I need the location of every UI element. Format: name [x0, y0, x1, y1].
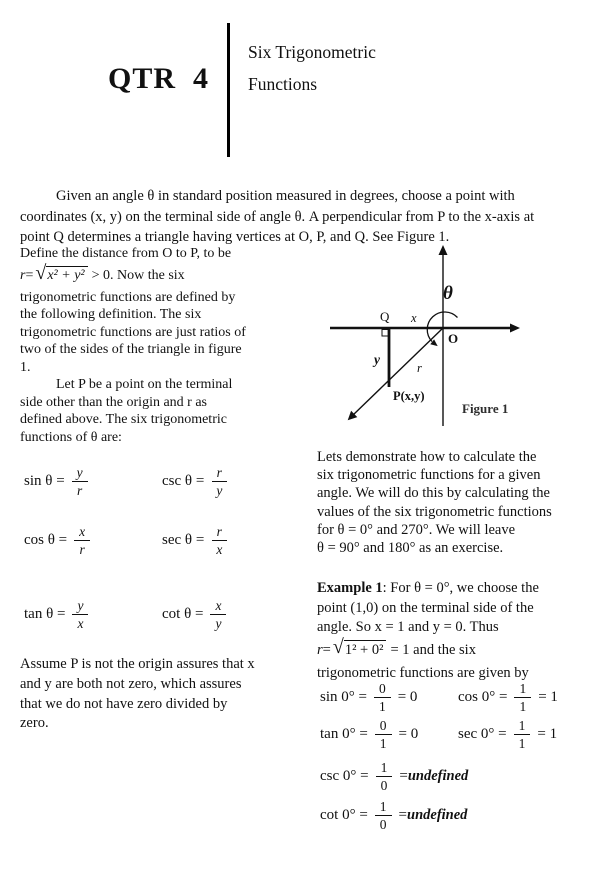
body-line: side other than the origin and r as [20, 394, 208, 410]
assume-paragraph [20, 655, 320, 734]
numerator: r [212, 524, 227, 541]
fraction [375, 718, 392, 751]
y-segment-label: y [374, 352, 380, 367]
fraction [211, 465, 227, 498]
equation-result: = [398, 807, 408, 824]
body-line [317, 579, 591, 599]
math-variable-r: r [20, 267, 26, 283]
eval-row-1 [320, 681, 596, 714]
header-divider [227, 23, 230, 157]
define-distance-line: Define the distance from O to P, to be [20, 246, 232, 261]
equation-result: = 0 [398, 726, 419, 743]
body-line: 1. [20, 359, 31, 375]
body-line: θ = 90° and 180° as an exercise. [317, 540, 504, 557]
equation-lhs: sin θ = [24, 473, 65, 490]
denominator: y [216, 483, 223, 499]
eval-row-2 [320, 718, 596, 751]
equation-result: = 1 [538, 689, 558, 706]
equation-lhs: tan 0° = [320, 726, 368, 743]
eval-row-3 [320, 760, 468, 793]
body-line: Lets demonstrate how to calculate the [317, 449, 537, 465]
denominator: r [77, 483, 83, 499]
sin-0-equation [320, 681, 458, 714]
numerator: 0 [375, 718, 392, 735]
fraction [374, 681, 391, 714]
cot-definition [162, 598, 300, 631]
equation-result: = 0 [397, 689, 418, 706]
trig-def-row-2 [24, 524, 300, 557]
equation-lhs: csc θ = [162, 473, 205, 490]
example-1-paragraph [317, 579, 591, 683]
body-line: Assume P is not the origin assures that x [20, 656, 255, 672]
body-line: for θ = 0° and 270°. We will leave [317, 521, 516, 538]
numerator: y [72, 598, 88, 615]
body-line: trigonometric functions are given by [317, 664, 529, 681]
intro-line: coordinates (x, y) on the terminal side of angle θ. A perpendicular from P to the x-axis at [20, 208, 535, 225]
equation-lhs: cot θ = [162, 606, 204, 623]
csc-definition [162, 465, 300, 498]
math-variable-r: r [317, 641, 323, 658]
square-root [35, 262, 87, 285]
body-line: defined above. The six trigonometric [20, 412, 227, 427]
numerator: 1 [376, 760, 393, 777]
numerator: y [72, 465, 88, 482]
fraction [375, 799, 392, 832]
point-q-label: Q [380, 309, 390, 324]
equation-result: = 1 [537, 726, 558, 743]
trig-def-row-1 [24, 465, 300, 498]
denominator: 0 [380, 778, 388, 794]
denominator: 1 [379, 736, 387, 752]
body-line: trigonometric functions are just ratios of [20, 324, 246, 340]
numerator: 0 [374, 681, 391, 698]
equation-lhs: sec 0° = [458, 726, 507, 743]
tan-0-equation [320, 718, 458, 751]
square-root [332, 636, 387, 661]
r-value-equation [317, 638, 591, 664]
origin-label: O [448, 331, 459, 346]
sec-0-equation [458, 718, 596, 751]
numerator: 1 [514, 681, 531, 698]
intro-line: point Q determines a triangle having vertices at O, P, and Q. See Figure 1. [20, 229, 450, 245]
unit-badge: QTR 4 [108, 62, 210, 95]
equation-tail: > 0. Now the six [91, 267, 185, 283]
numerator: 1 [375, 799, 392, 816]
equation-tail: = 1 and the six [390, 641, 476, 658]
equation-lhs: cot 0° = [320, 807, 368, 824]
body-line: and y are both not zero, which assures [20, 675, 242, 692]
equation-lhs: sin 0° = [320, 689, 367, 706]
radical-sign: √ [332, 636, 344, 659]
body-line: six trigonometric functions for a given [317, 467, 541, 484]
equation-lhs: tan θ = [24, 606, 66, 623]
body-line: the following definition. The six [20, 307, 202, 322]
body-line: two of the sides of the triangle in figure [20, 342, 242, 357]
numerator: 1 [514, 718, 531, 735]
undefined-result: undefined [407, 768, 469, 785]
figure-caption: Figure 1 [462, 401, 509, 416]
denominator: 0 [379, 817, 387, 833]
body-line: that we do not have zero divided by [20, 695, 228, 712]
body-line: trigonometric functions are defined by [20, 289, 236, 305]
example-label: Example 1 [317, 580, 383, 596]
equation-lhs: sec θ = [162, 532, 205, 549]
intro-paragraph [20, 186, 586, 248]
fraction [514, 718, 531, 751]
fraction [514, 681, 531, 714]
equation-lhs: csc 0° = [320, 768, 369, 785]
page-title [248, 36, 376, 100]
radicand: 1² + 0² [344, 640, 387, 661]
equals-sign: = [25, 267, 34, 283]
body-line: zero. [20, 715, 49, 732]
trig-def-row-3 [24, 598, 300, 631]
fraction [74, 524, 90, 557]
equals-sign: = [322, 641, 331, 658]
equation-result: = [399, 768, 408, 785]
page-title-line1: Six Trigonometric [248, 42, 376, 62]
intro-line: Given an angle θ in standard position measured in degrees, choose a point with [56, 188, 515, 204]
numerator: x [74, 524, 90, 541]
cos-0-equation [458, 681, 596, 714]
csc-0-equation [320, 760, 468, 793]
body-line: angle. We will do this by calculating the [317, 485, 550, 502]
fraction [211, 524, 227, 557]
x-segment-label: x [411, 311, 417, 325]
body-line: Let P be a point on the terminal [56, 377, 233, 392]
page-title-line2: Functions [248, 74, 318, 94]
denominator: 1 [519, 699, 527, 715]
undefined-result: undefined [407, 807, 468, 824]
equation-lhs: cos 0° = [458, 689, 508, 706]
definition-paragraph [20, 245, 320, 446]
body-line: angle. So x = 1 and y = 0. Thus [317, 619, 499, 635]
numerator: r [212, 465, 227, 482]
r-definition-equation [20, 263, 320, 289]
fraction [72, 598, 88, 631]
r-segment-label: r [417, 361, 422, 375]
cot-0-equation [320, 799, 467, 832]
denominator: 1 [378, 699, 386, 715]
equation-lhs: cos θ = [24, 532, 68, 549]
body-line: values of the six trigonometric functions [317, 503, 552, 520]
tan-definition [24, 598, 162, 631]
body-line: point (1,0) on the terminal side of the [317, 599, 534, 616]
numerator: x [210, 598, 226, 615]
sin-definition [24, 465, 162, 498]
figure-1 [322, 243, 586, 431]
denominator: r [79, 542, 85, 558]
cos-definition [24, 524, 162, 557]
denominator: x [77, 616, 84, 632]
fraction [72, 465, 88, 498]
denominator: x [216, 542, 223, 558]
point-p-label: P(x,y) [393, 389, 425, 403]
fraction [376, 760, 393, 793]
demo-paragraph [317, 448, 591, 557]
radicand: x² + y² [46, 266, 87, 285]
fraction [210, 598, 226, 631]
sec-definition [162, 524, 300, 557]
eval-row-4 [320, 799, 467, 832]
denominator: y [215, 616, 222, 632]
radical-sign: √ [35, 262, 47, 285]
body-line: functions of θ are: [20, 429, 122, 445]
denominator: 1 [518, 736, 526, 752]
example-line1-rest: : For θ = 0°, we choose the [382, 580, 539, 596]
angle-theta-label: θ [443, 283, 453, 304]
